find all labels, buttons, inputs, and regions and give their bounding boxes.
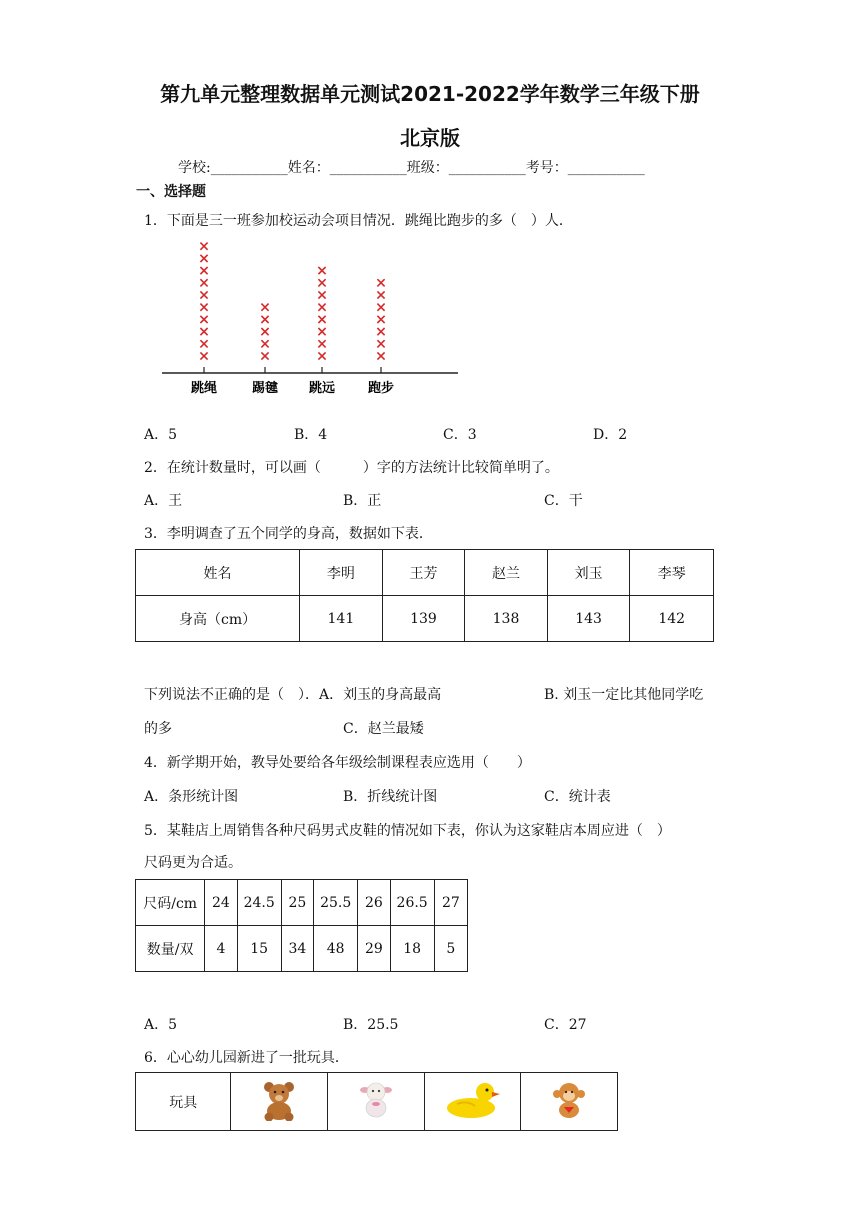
tally-mark — [200, 243, 207, 250]
table-cell: 玩具 — [136, 1073, 231, 1131]
q3-statement-line2: 的多 — [144, 721, 172, 737]
tally-mark — [200, 291, 207, 298]
tally-column-4 — [377, 279, 384, 373]
tally-mark — [261, 304, 268, 311]
teddy-bear-icon — [259, 1079, 299, 1121]
tally-mark — [200, 340, 207, 347]
table-cell: 142 — [630, 596, 714, 642]
q1-option-b[interactable]: B．4 — [294, 427, 328, 443]
table-cell: 身高（cm） — [136, 596, 300, 642]
table-cell: 4 — [205, 926, 237, 972]
doc-title-line1: 第九单元整理数据单元测试2021-2022学年数学三年级下册 — [160, 82, 700, 106]
table-cell — [231, 1073, 328, 1131]
table-cell: 赵兰 — [465, 550, 548, 596]
question-1-text: 1．下面是三一班参加校运动会项目情况．跳绳比跑步的多（ ）人． — [144, 213, 573, 229]
question-4-text: 4．新学期开始，教导处要给各年级绘制课程表应选用（ ） — [144, 755, 531, 771]
tally-mark — [318, 340, 325, 347]
rubber-duck-icon — [445, 1080, 501, 1120]
tally-mark — [200, 352, 207, 359]
tally-mark — [200, 279, 207, 286]
sheep-icon — [359, 1080, 393, 1120]
tally-mark — [318, 352, 325, 359]
tally-mark — [318, 291, 325, 298]
table-cell: 139 — [382, 596, 465, 642]
tally-column-3 — [318, 267, 325, 373]
tally-mark — [377, 352, 384, 359]
table-cell: 34 — [281, 926, 313, 972]
tally-mark — [318, 328, 325, 335]
tally-mark — [318, 304, 325, 311]
q3-option-b[interactable]: B. 刘玉一定比其他同学吃 — [544, 687, 704, 703]
q1-option-c[interactable]: C．3 — [443, 427, 477, 443]
table-cell: 24 — [205, 880, 237, 926]
q2-option-a[interactable]: A．王 — [144, 493, 183, 509]
x-tick-label: 跑步 — [367, 381, 395, 396]
table-cell: 29 — [358, 926, 390, 972]
table-cell — [328, 1073, 425, 1131]
toy-table — [135, 1072, 618, 1131]
tally-mark — [261, 328, 268, 335]
q5-option-a[interactable]: A．5 — [144, 1017, 178, 1033]
tally-mark — [318, 267, 325, 274]
q2-option-b[interactable]: B．正 — [343, 493, 382, 509]
tally-column-2 — [261, 304, 268, 373]
table-cell: 27 — [434, 880, 467, 926]
tally-mark — [377, 340, 384, 347]
tally-mark — [318, 279, 325, 286]
tally-mark — [200, 267, 207, 274]
q2-option-c[interactable]: C．干 — [544, 493, 583, 509]
height-table — [135, 549, 714, 642]
question-6-text: 6．心心幼儿园新进了一批玩具． — [144, 1050, 349, 1066]
tally-mark — [261, 316, 268, 323]
table-cell: 25.5 — [314, 880, 358, 926]
table-cell: 刘玉 — [547, 550, 630, 596]
tally-mark — [318, 316, 325, 323]
question-5-text-line2: 尺码更为合适。 — [144, 855, 242, 871]
table-cell: 李琴 — [630, 550, 714, 596]
table-cell: 24.5 — [237, 880, 281, 926]
tally-mark — [261, 352, 268, 359]
table-cell: 18 — [390, 926, 434, 972]
table-cell: 143 — [547, 596, 630, 642]
q5-option-b[interactable]: B．25.5 — [343, 1017, 399, 1033]
student-info-line: 学校:___________姓名：___________班级：___________考号：___________ — [178, 160, 645, 176]
tally-mark — [377, 291, 384, 298]
table-cell: 26 — [358, 880, 390, 926]
x-tick-label: 跳绳 — [190, 381, 218, 396]
x-tick-label: 跳远 — [308, 381, 336, 396]
q1-option-a[interactable]: A．5 — [144, 427, 178, 443]
table-cell: 5 — [434, 926, 467, 972]
table-cell: 15 — [237, 926, 281, 972]
table-cell — [424, 1073, 521, 1131]
table-cell: 尺码/cm — [136, 880, 205, 926]
question-2-text: 2．在统计数量时，可以画（ ）字的方法统计比较简单明了。 — [144, 460, 559, 476]
tally-mark — [200, 255, 207, 262]
tally-mark — [377, 316, 384, 323]
q4-option-a[interactable]: A．条形统计图 — [144, 789, 239, 805]
q3-option-c[interactable]: C．赵兰最矮 — [343, 721, 424, 737]
question-5-text-line1: 5．某鞋店上周销售各种尺码男式皮鞋的情况如下表，你认为这家鞋店本周应进（ ） — [144, 823, 671, 839]
tally-mark — [200, 316, 207, 323]
tally-mark — [200, 328, 207, 335]
tally-chart — [160, 240, 460, 400]
q1-option-d[interactable]: D．2 — [593, 427, 628, 443]
table-cell: 王芳 — [382, 550, 465, 596]
tally-mark — [261, 340, 268, 347]
q4-option-c[interactable]: C．统计表 — [544, 789, 611, 805]
tally-mark — [377, 279, 384, 286]
table-cell: 25 — [281, 880, 313, 926]
table-cell: 48 — [314, 926, 358, 972]
monkey-icon — [551, 1080, 587, 1120]
table-cell — [521, 1073, 618, 1131]
shoe-size-table — [135, 879, 468, 972]
q5-option-c[interactable]: C．27 — [544, 1017, 587, 1033]
table-cell: 姓名 — [136, 550, 300, 596]
table-cell: 141 — [300, 596, 383, 642]
doc-title-line2: 北京版 — [400, 126, 460, 150]
table-cell: 138 — [465, 596, 548, 642]
question-3-text: 3．李明调查了五个同学的身高，数据如下表． — [144, 526, 433, 542]
section-heading: 一、选择题 — [136, 184, 206, 200]
x-tick-label: 踢毽 — [251, 381, 279, 396]
q3-statement-line1: 下列说法不正确的是（ ）．A．刘玉的身高最高 — [144, 687, 442, 703]
table-cell: 数量/双 — [136, 926, 205, 972]
q4-option-b[interactable]: B．折线统计图 — [343, 789, 438, 805]
table-cell: 26.5 — [390, 880, 434, 926]
tally-mark — [377, 304, 384, 311]
tally-column-1 — [200, 243, 207, 373]
tally-mark — [200, 304, 207, 311]
table-cell: 李明 — [300, 550, 383, 596]
tally-mark — [377, 328, 384, 335]
